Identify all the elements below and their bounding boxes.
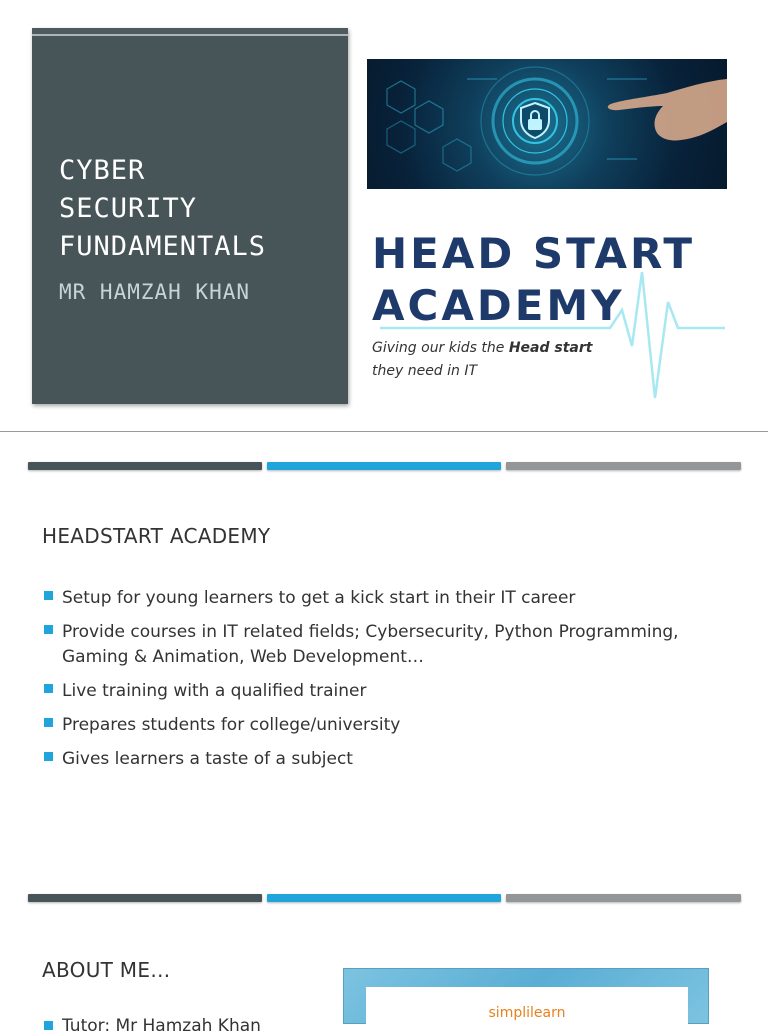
bullet-square-icon	[44, 591, 53, 600]
bullet-square-icon	[44, 752, 53, 761]
title-card	[32, 28, 348, 404]
tagline-bold: Head start	[508, 340, 593, 356]
academy-tagline	[372, 337, 592, 383]
logo-line: HEAD START	[372, 229, 696, 278]
list-item	[44, 747, 744, 772]
accent-bar-gray	[506, 462, 741, 470]
accent-bar-gray	[506, 894, 741, 902]
slide-title: ABOUT ME…	[42, 958, 171, 982]
presentation-title	[59, 152, 339, 266]
cyber-security-hero-image	[367, 59, 727, 189]
accent-bar-group	[28, 894, 741, 902]
tagline-line: they need in IT	[372, 363, 478, 379]
bullet-text: Prepares students for college/university	[62, 715, 401, 735]
list-item	[44, 713, 744, 738]
bullet-square-icon	[44, 718, 53, 727]
certificate-image	[343, 968, 709, 1024]
accent-bar-dark	[28, 462, 262, 470]
title-line: SECURITY	[59, 193, 198, 224]
accent-bar-blue	[267, 894, 501, 902]
title-card-top-rule	[32, 28, 348, 36]
list-item	[44, 586, 744, 611]
pointing-hand-icon	[608, 79, 727, 141]
shield-lock-icon	[521, 103, 549, 138]
certificate-paper	[366, 987, 688, 1027]
title-slide	[0, 0, 768, 432]
bullet-square-icon	[44, 625, 53, 634]
presenter-name: MR HAMZAH KHAN	[59, 280, 251, 304]
slide-title: HEADSTART ACADEMY	[42, 524, 271, 548]
list-item	[44, 1016, 261, 1036]
accent-bar-blue	[267, 462, 501, 470]
bullet-text: Provide courses in IT related fields; Cybersecurity, Python Programming, Gaming & Animation, Web Development…	[62, 622, 679, 667]
accent-bar-group	[28, 462, 741, 470]
title-line: CYBER	[59, 155, 146, 186]
bullet-text: Live training with a qualified trainer	[62, 681, 367, 701]
list-item	[44, 679, 744, 704]
certificate-brand: simplilearn	[488, 1005, 566, 1021]
logo-line: ACADEMY	[372, 281, 625, 330]
bullet-text: Gives learners a taste of a subject	[62, 749, 353, 769]
accent-bar-dark	[28, 894, 262, 902]
bullet-square-icon	[44, 1021, 53, 1030]
bullet-text: Tutor: Mr Hamzah Khan	[62, 1016, 261, 1036]
bullet-list	[44, 586, 744, 781]
title-line: FUNDAMENTALS	[59, 231, 267, 262]
list-item	[44, 620, 744, 670]
bullet-square-icon	[44, 684, 53, 693]
hero-illustration	[367, 59, 727, 189]
tagline-text: Giving our kids the	[372, 340, 509, 356]
bullet-text: Setup for young learners to get a kick start in their IT career	[62, 588, 576, 608]
